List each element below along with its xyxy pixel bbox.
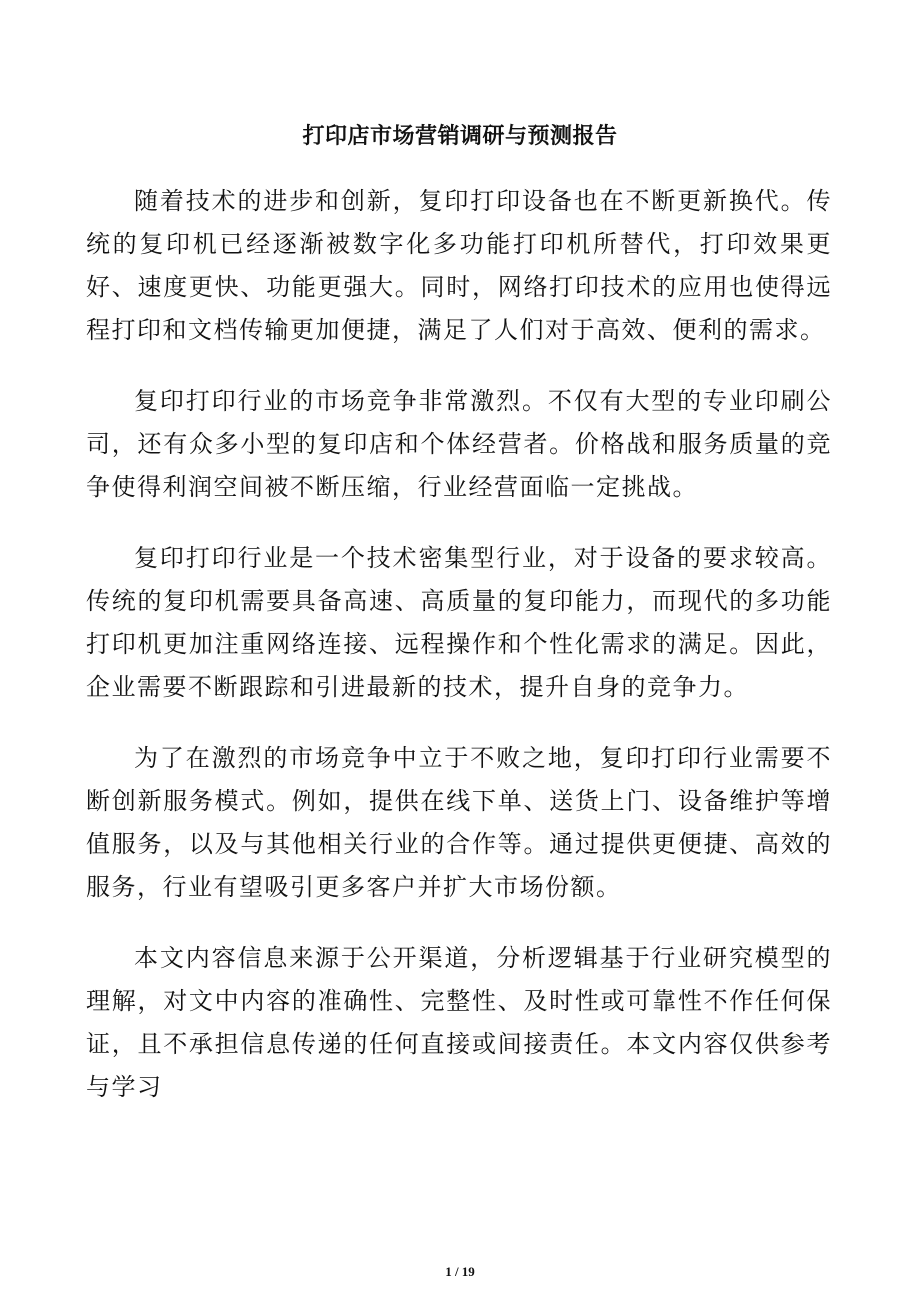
paragraph-1: 随着技术的进步和创新，复印打印设备也在不断更新换代。传统的复印机已经逐渐被数字化多功能打印机所替代，打印效果更好、速度更快、功能更强大。同时，网络打印技术的应用也使得远程打印和文档传输更加便捷，满足了人们对于高效、便利的需求。 — [86, 187, 832, 344]
paragraph-5: 本文内容信息来源于公开渠道，分析逻辑基于行业研究模型的理解，对文中内容的准确性、完整性、及时性或可靠性不作任何保证，且不承担信息传递的任何直接或间接责任。本文内容仅供参考与学习 — [86, 944, 832, 1101]
paragraph-2: 复印打印行业的市场竞争非常激烈。不仅有大型的专业印刷公司，还有众多小型的复印店和个体经营者。价格战和服务质量的竞争使得利润空间被不断压缩，行业经营面临一定挑战。 — [86, 387, 832, 501]
document-title: 打印店市场营销调研与预测报告 — [302, 123, 618, 149]
paragraph-4: 为了在激烈的市场竞争中立于不败之地，复印打印行业需要不断创新服务模式。例如，提供在线下单、送货上门、设备维护等增值服务，以及与其他相关行业的合作等。通过提供更便捷、高效的服务，行业有望吸引更多客户并扩大市场份额。 — [86, 744, 832, 901]
paragraph-3: 复印打印行业是一个技术密集型行业，对于设备的要求较高。传统的复印机需要具备高速、高质量的复印能力，而现代的多功能打印机更加注重网络连接、远程操作和个性化需求的满足。因此，企业需要不断跟踪和引进最新的技术，提升自身的竞争力。 — [86, 544, 832, 701]
page-number: 1 / 19 — [445, 1264, 475, 1279]
document-body — [86, 180, 832, 1137]
